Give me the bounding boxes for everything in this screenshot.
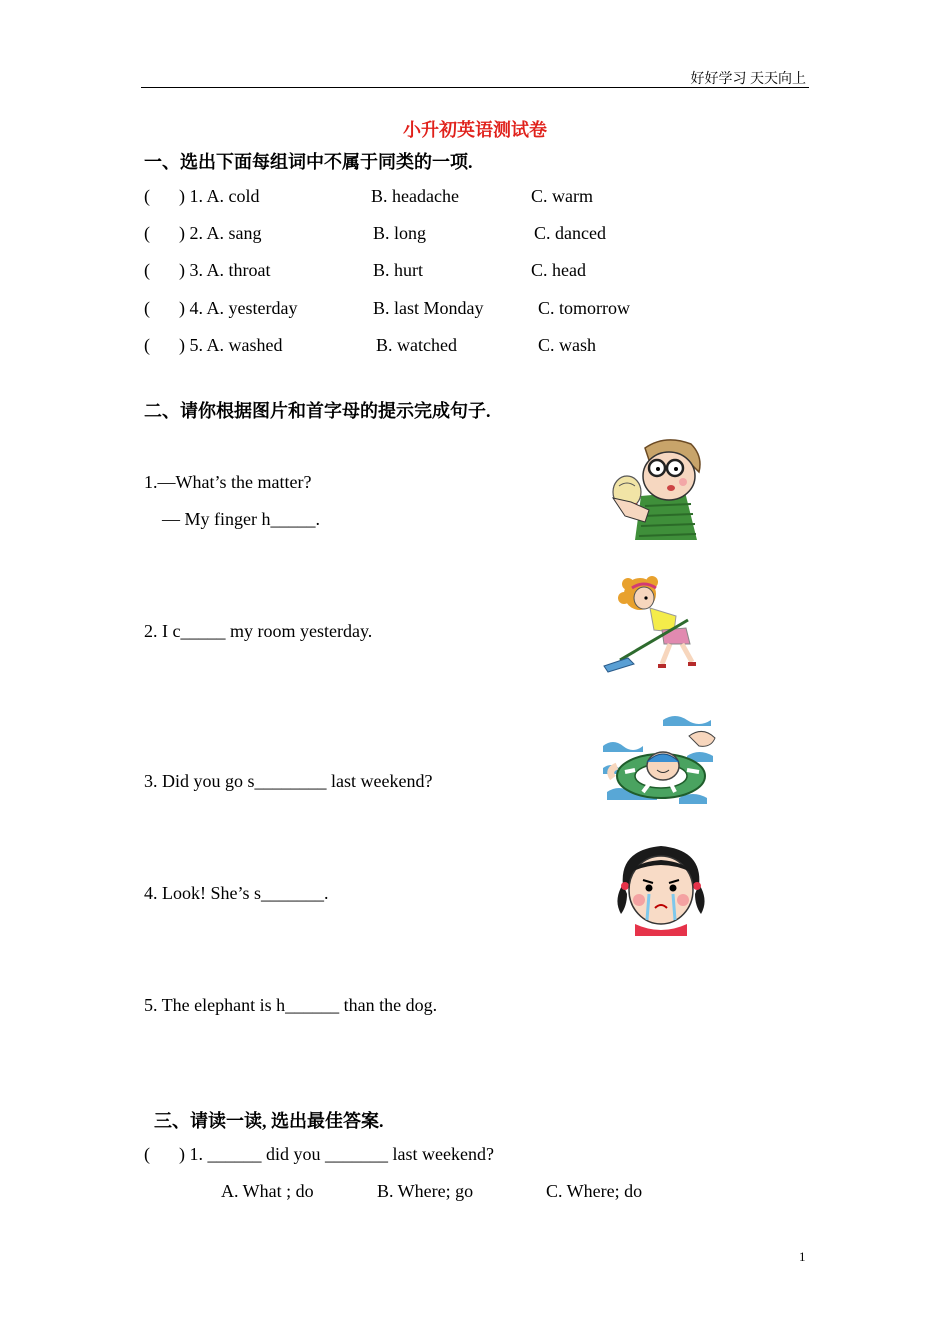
option-b[interactable]: B. Where; go — [377, 1181, 474, 1201]
option-a: ) 4. A. yesterday — [179, 298, 298, 318]
question-3[interactable]: 3. Did you go s________ last weekend? — [144, 771, 433, 791]
answer-bracket[interactable]: ( — [144, 335, 150, 355]
swimming-picture — [603, 712, 721, 810]
question-4[interactable]: 4. Look! She’s s_______. — [144, 883, 329, 903]
option-c: C. warm — [531, 186, 593, 206]
question-5[interactable]: 5. The elephant is h______ than the dog. — [144, 995, 438, 1015]
option-c: C. tomorrow — [538, 298, 630, 318]
question-1-line-1: 1.—What’s the matter? — [144, 472, 312, 492]
section3-heading: 三、请读一读, 选出最佳答案. — [154, 1111, 384, 1131]
option-c: C. head — [531, 260, 586, 280]
header-divider — [141, 87, 809, 88]
option-a: ) 5. A. washed — [179, 335, 283, 355]
header-motto: 好好学习 天天向上 — [690, 72, 806, 87]
option-b: B. long — [373, 223, 427, 243]
option-b: B. hurt — [373, 260, 424, 280]
section2-heading: 二、请你根据图片和首字母的提示完成句子. — [144, 401, 491, 421]
cleaning-room-picture — [600, 574, 700, 676]
option-c: C. danced — [534, 223, 606, 243]
question-2[interactable]: 2. I c_____ my room yesterday. — [144, 621, 373, 641]
question-1-line-2[interactable]: — My finger h_____. — [162, 509, 320, 529]
option-a[interactable]: A. What ; do — [221, 1181, 314, 1201]
page-number: 1 — [799, 1249, 806, 1264]
hurt-finger-picture — [605, 436, 705, 542]
answer-bracket[interactable]: ( — [144, 186, 150, 206]
option-c: C. wash — [538, 335, 596, 355]
option-b: B. last Monday — [373, 298, 484, 318]
option-b: B. headache — [371, 186, 459, 206]
answer-bracket[interactable]: ( — [144, 1144, 150, 1164]
option-a: ) 2. A. sang — [179, 223, 262, 243]
answer-bracket[interactable]: ( — [144, 260, 150, 280]
crying-girl-picture — [615, 840, 707, 936]
option-a: ) 3. A. throat — [179, 260, 271, 280]
option-b: B. watched — [376, 335, 457, 355]
page-title: 小升初英语测试卷 — [403, 120, 547, 140]
option-c[interactable]: C. Where; do — [546, 1181, 643, 1201]
answer-bracket[interactable]: ( — [144, 298, 150, 318]
option-a: ) 1. A. cold — [179, 186, 260, 206]
section1-heading: 一、选出下面每组词中不属于同类的一项. — [144, 152, 473, 172]
answer-bracket[interactable]: ( — [144, 223, 150, 243]
question-text: ) 1. ______ did you _______ last weekend? — [179, 1144, 494, 1164]
